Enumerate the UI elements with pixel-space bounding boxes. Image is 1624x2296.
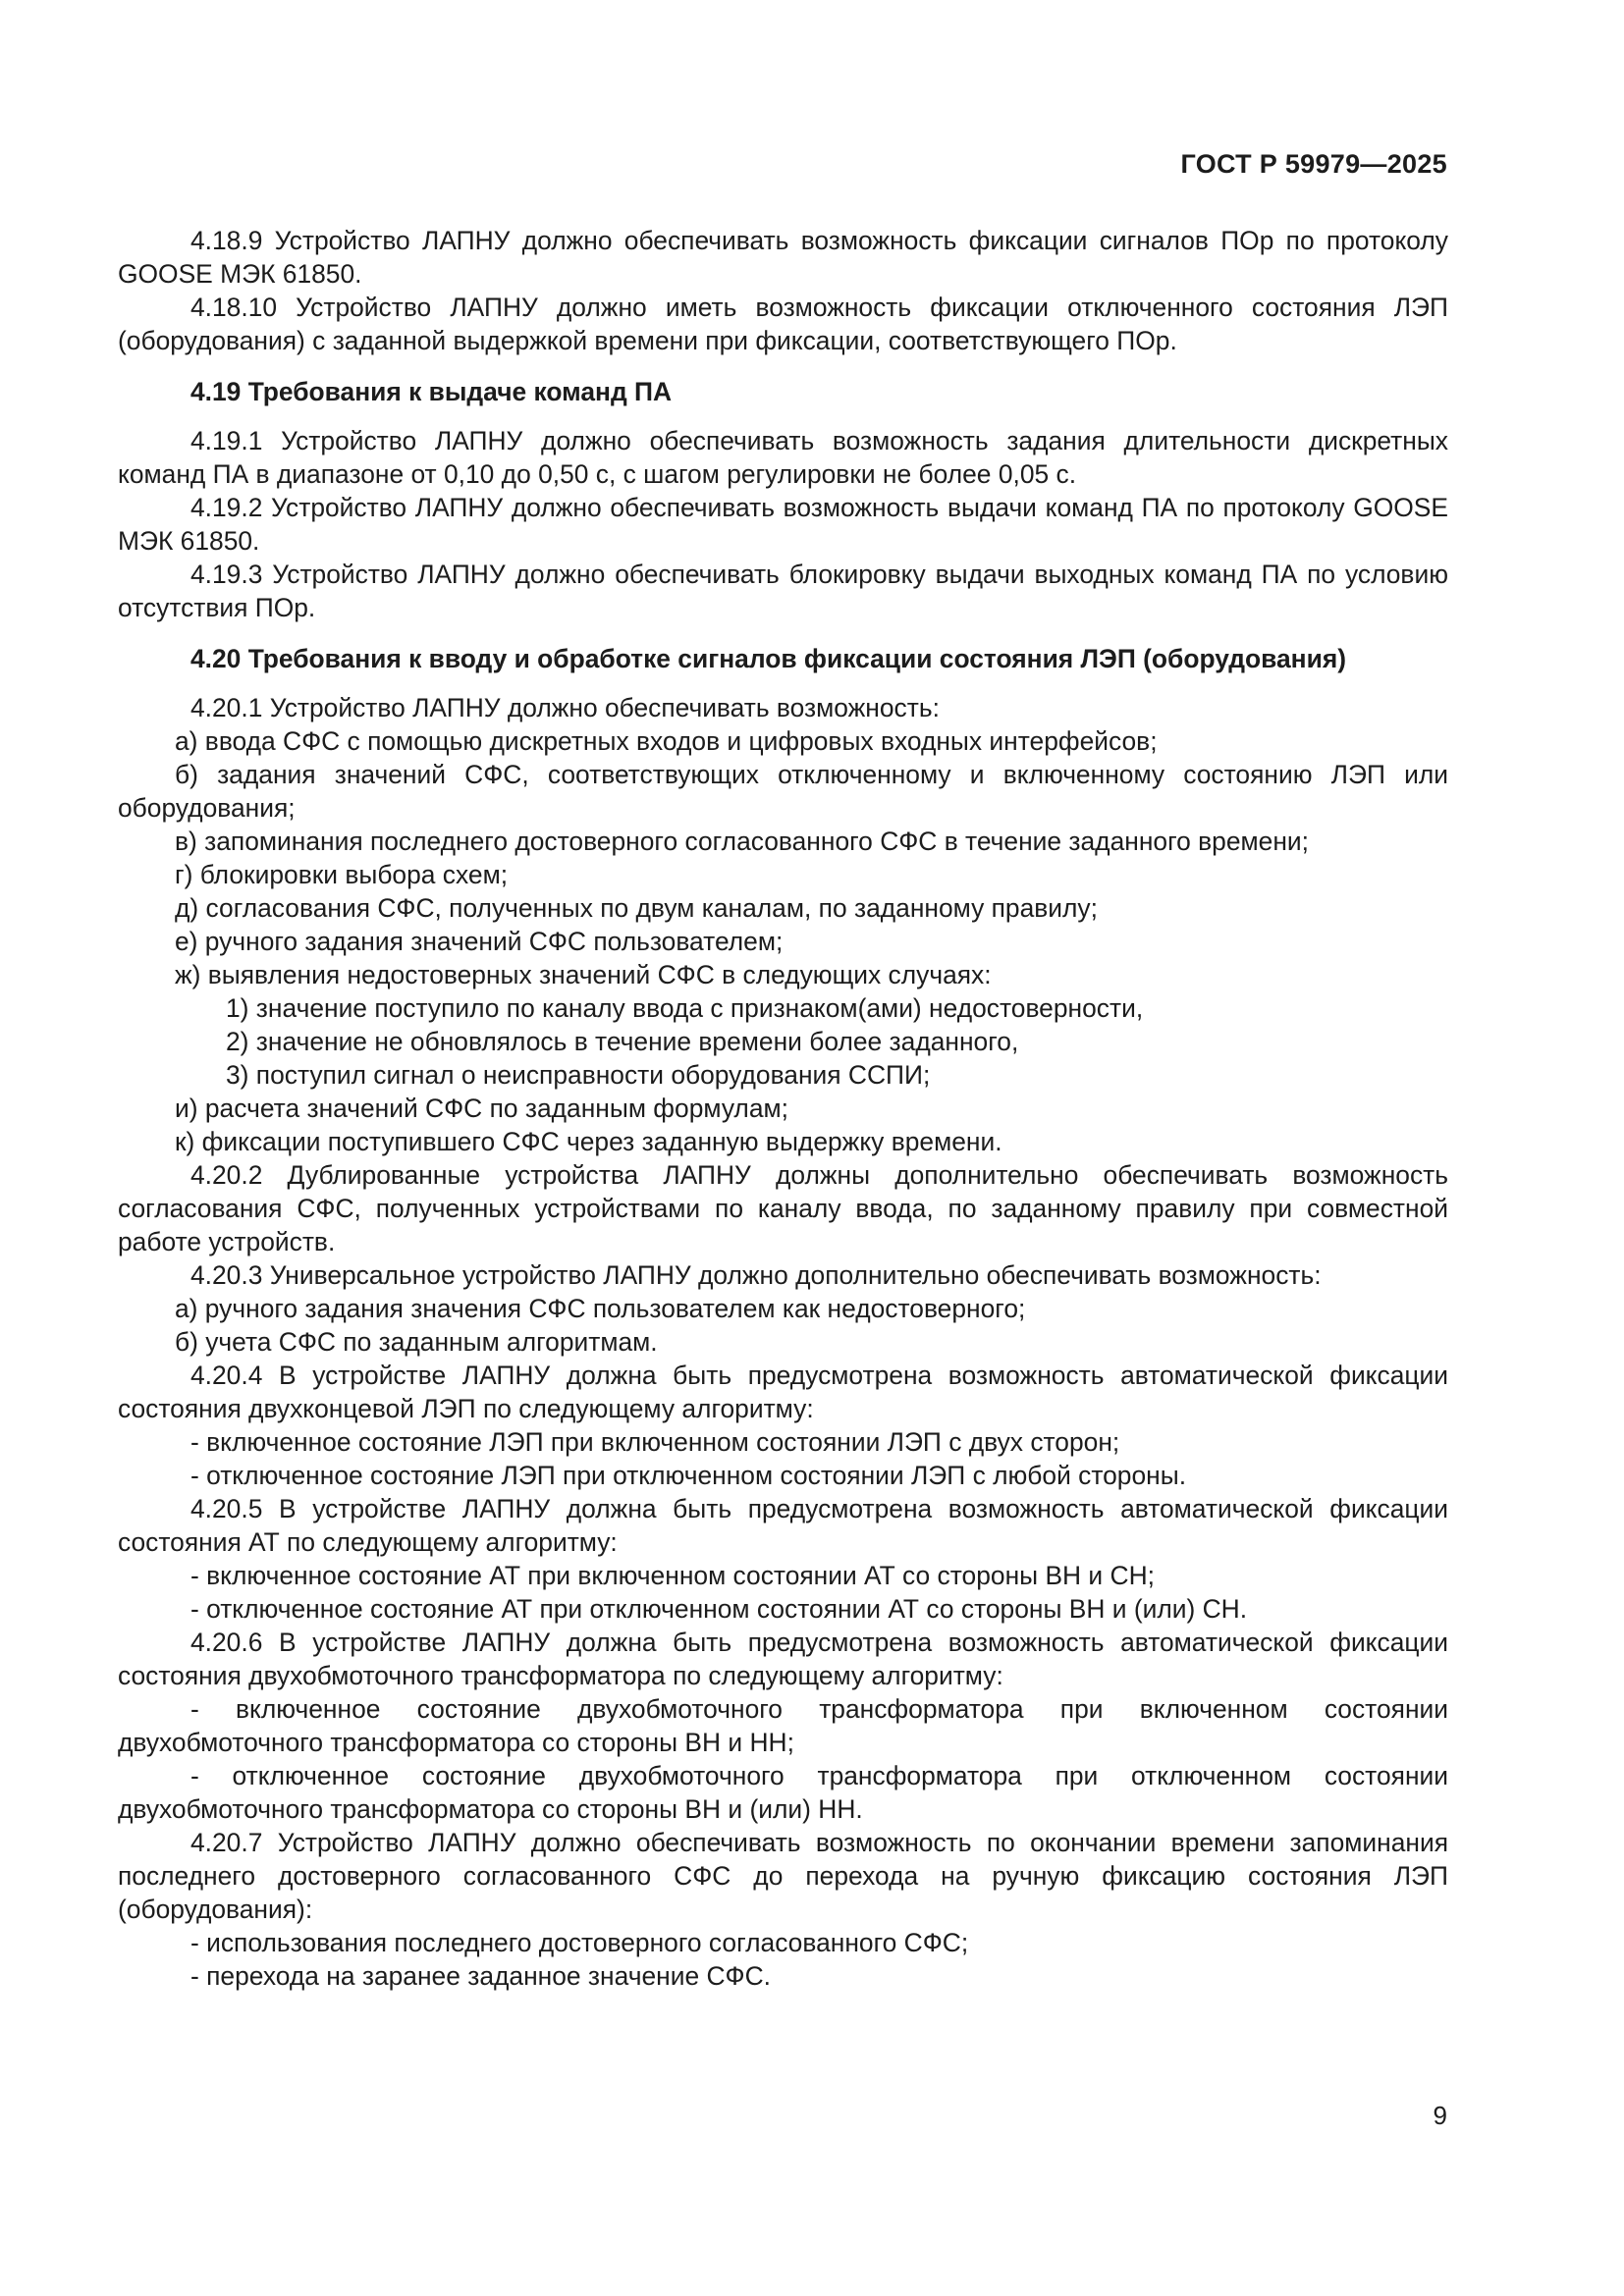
paragraph-4-19-3: 4.19.3 Устройство ЛАПНУ должно обеспечивать блокировку выдачи выходных команд ПА по условию отсутствия ПОр.	[118, 560, 1448, 622]
standard-code-header: ГОСТ Р 59979—2025	[1180, 149, 1447, 179]
paragraph-4-20-2: 4.20.2 Дублированные устройства ЛАПНУ должны дополнительно обеспечивать возможность согласования СФС, полученных устройствами по каналу ввода, по заданному правилу при совместной работе устройств.	[118, 1160, 1448, 1256]
document-body	[118, 224, 1448, 1993]
list-item: б) задания значений СФС, соответствующих отключенному и включенному состоянию ЛЭП или оборудования;	[118, 760, 1448, 823]
paragraph-4-20-5: 4.20.5 В устройстве ЛАПНУ должна быть предусмотрена возможность автоматической фиксации состояния АТ по следующему алгоритму:	[118, 1494, 1448, 1557]
section-heading-4-20: 4.20 Требования к вводу и обработке сигналов фиксации состояния ЛЭП (оборудования)	[190, 644, 1347, 673]
section-heading-4-19: 4.19 Требования к выдаче команд ПА	[190, 377, 673, 406]
list-item: е) ручного задания значений СФС пользователем;	[175, 927, 784, 956]
sub-list-item: 2) значение не обновлялось в течение времени более заданного,	[226, 1027, 1019, 1056]
dash-item: - включенное состояние АТ при включенном состоянии АТ со стороны ВН и СН;	[190, 1561, 1155, 1590]
dash-item: - отключенное состояние ЛЭП при отключенном состоянии ЛЭП с любой стороны.	[190, 1461, 1187, 1490]
paragraph-4-20-7: 4.20.7 Устройство ЛАПНУ должно обеспечивать возможность по окончании времени запоминания последнего достоверного согласованного СФС до перехода на ручную фиксацию состояния ЛЭП (оборудования):	[118, 1828, 1448, 1924]
dash-item: - отключенное состояние двухобмоточного трансформатора при отключенном состоянии двухобмоточного трансформатора со стороны ВН и (или) НН.	[118, 1761, 1448, 1824]
paragraph-4-20-3: 4.20.3 Универсальное устройство ЛАПНУ должно дополнительно обеспечивать возможность:	[190, 1260, 1322, 1290]
page-number: 9	[1433, 2101, 1447, 2130]
dash-item: - включенное состояние двухобмоточного трансформатора при включенном состоянии двухобмоточного трансформатора со стороны ВН и НН;	[118, 1694, 1448, 1757]
list-item: д) согласования СФС, полученных по двум каналам, по заданному правилу;	[175, 893, 1098, 923]
list-item: а) ручного задания значения СФС пользователем как недостоверного;	[175, 1294, 1026, 1323]
list-item: к) фиксации поступившего СФС через заданную выдержку времени.	[175, 1127, 1002, 1156]
paragraph-4-18-10: 4.18.10 Устройство ЛАПНУ должно иметь возможность фиксации отключенного состояния ЛЭП (оборудования) с заданной выдержкой времени при фиксации, соответствующего ПОр.	[118, 293, 1448, 355]
paragraph-4-19-2: 4.19.2 Устройство ЛАПНУ должно обеспечивать возможность выдачи команд ПА по протоколу GOOSE МЭК 61850.	[118, 493, 1448, 556]
dash-item: - включенное состояние ЛЭП при включенном состоянии ЛЭП с двух сторон;	[190, 1427, 1120, 1457]
paragraph-4-18-9: 4.18.9 Устройство ЛАПНУ должно обеспечивать возможность фиксации сигналов ПОр по протоколу GOOSE МЭК 61850.	[118, 226, 1448, 289]
paragraph-4-20-1: 4.20.1 Устройство ЛАПНУ должно обеспечивать возможность:	[190, 693, 940, 722]
list-item: и) расчета значений СФС по заданным формулам;	[175, 1094, 788, 1123]
sub-list-item: 3) поступил сигнал о неисправности оборудования ССПИ;	[226, 1060, 931, 1090]
dash-item: - перехода на заранее заданное значение СФС.	[190, 1961, 771, 1991]
list-item: ж) выявления недостоверных значений СФС в следующих случаях:	[175, 960, 992, 989]
paragraph-4-20-6: 4.20.6 В устройстве ЛАПНУ должна быть предусмотрена возможность автоматической фиксации состояния двухобмоточного трансформатора по следующему алгоритму:	[118, 1628, 1448, 1690]
sub-list-item: 1) значение поступило по каналу ввода с признаком(ами) недостоверности,	[226, 993, 1144, 1023]
dash-item: - использования последнего достоверного согласованного СФС;	[190, 1928, 969, 1957]
list-item: в) запоминания последнего достоверного согласованного СФС в течение заданного времени;	[175, 827, 1309, 856]
dash-item: - отключенное состояние АТ при отключенном состоянии АТ со стороны ВН и (или) СН.	[190, 1594, 1248, 1624]
paragraph-4-20-4: 4.20.4 В устройстве ЛАПНУ должна быть предусмотрена возможность автоматической фиксации состояния двухконцевой ЛЭП по следующему алгоритму:	[118, 1361, 1448, 1423]
list-item: а) ввода СФС с помощью дискретных входов и цифровых входных интерфейсов;	[175, 726, 1158, 756]
paragraph-4-19-1: 4.19.1 Устройство ЛАПНУ должно обеспечивать возможность задания длительности дискретных команд ПА в диапазоне от 0,10 до 0,50 с, с шагом регулировки не более 0,05 с.	[118, 426, 1448, 489]
list-item: б) учета СФС по заданным алгоритмам.	[175, 1327, 658, 1357]
list-item: г) блокировки выбора схем;	[175, 860, 509, 889]
